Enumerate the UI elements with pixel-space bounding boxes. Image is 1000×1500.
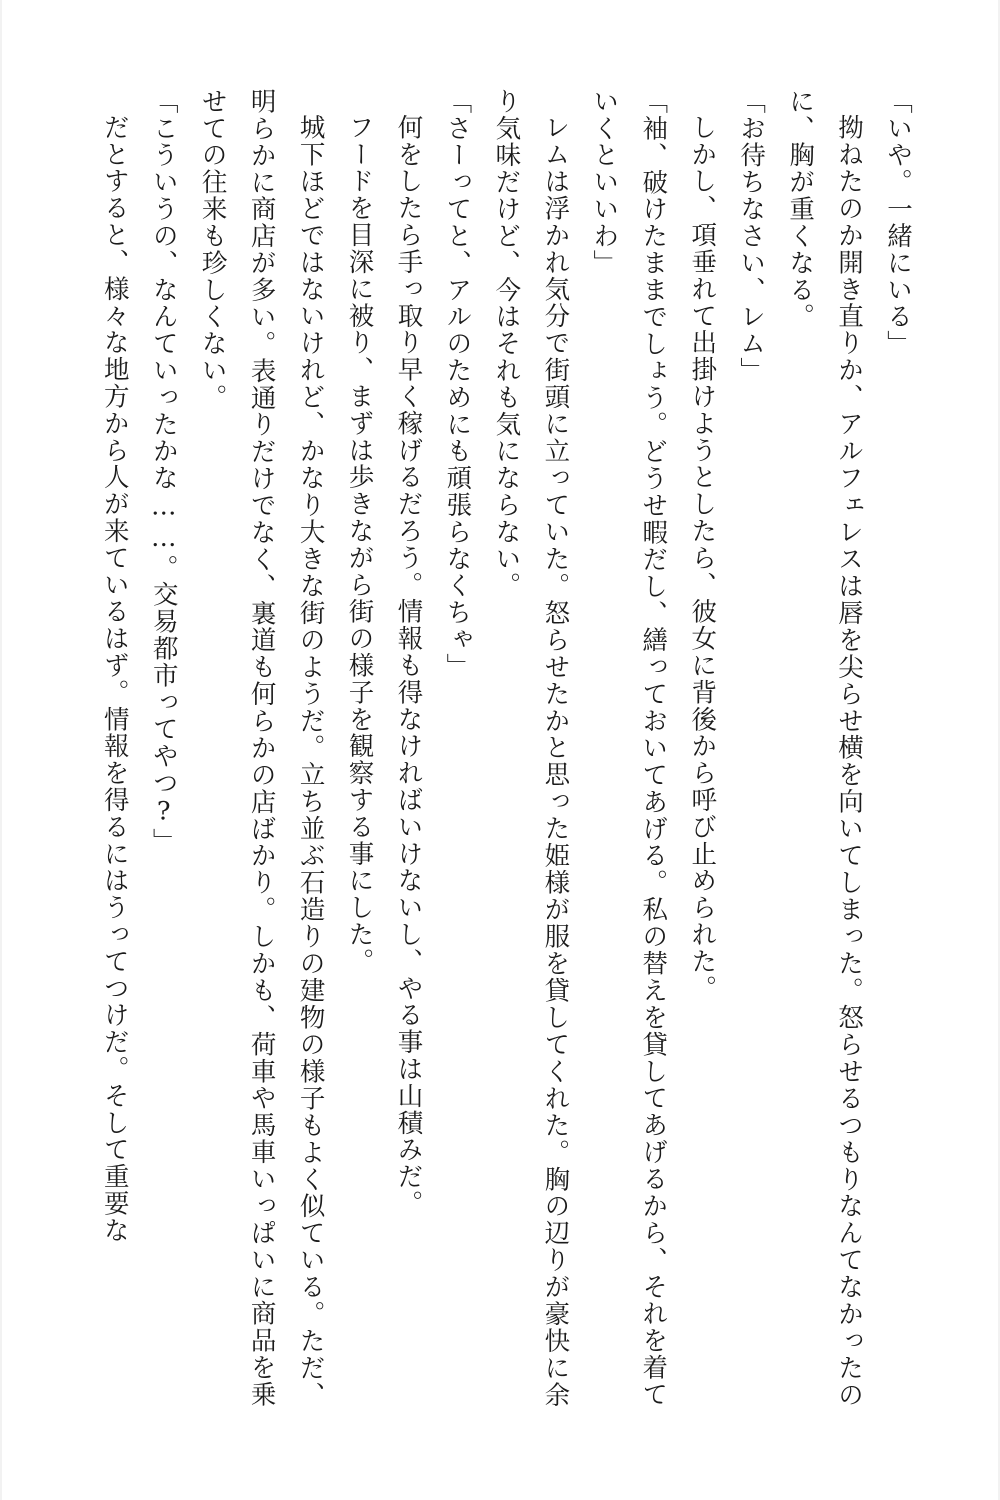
paragraph: フードを目深に被り、まずは歩きながら街の様子を観察する事にした。 [344,113,375,975]
paragraph: 拗ねたのか開き直りか、アルフェレスは唇を尖らせ横を向いてしまった。怒らせるつもりなんてなかったのに、胸が重くなる。 [785,88,865,1408]
paragraph: 「こういうの、なんていったかな……。交易都市ってやつ?」 [148,88,179,855]
paragraph: レムは浮かれ気分で街頭に立っていた。怒らせたかと思った姫様が服を貸してくれた。胸の辺りが豪快に余り気味だけど、今はそれも気にならない。 [491,88,571,1408]
novel-body-text [82,88,922,1408]
paragraph: だとすると、様々な地方から人が来ているはず。情報を得るにはうってつけだ。そして重要な [99,113,130,1244]
paragraph: 「いや。一緒にいる」 [883,88,913,358]
paragraph: 何をしたら手っ取り早く稼げるだろう。情報も得なければいけないし、やる事は山積みだ。 [393,113,424,1217]
paragraph: しかし、項垂れて出掛けようとしたら、彼女に背後から呼び止められた。 [687,113,718,1002]
paragraph: 「さーってと、アルのためにも頑張らなくちゃ」 [442,88,473,680]
paragraph: 「お待ちなさい、レム」 [736,88,767,384]
paragraph: 「袖、破けたままでしょう。どうせ暇だし、繕っておいてあげる。私の替えを貸してあげるから、それを着ていくといいわ」 [589,88,669,1408]
paragraph: 城下ほどではないけれど、かなり大きな街のようだ。立ち並ぶ石造りの建物の様子もよく似ている。ただ、明らかに商店が多い。表通りだけでなく、裏道も何らかの店ばかり。しかも、荷車や馬車いっぱいに商品を乗せての往来も珍しくない。 [197,88,326,1408]
